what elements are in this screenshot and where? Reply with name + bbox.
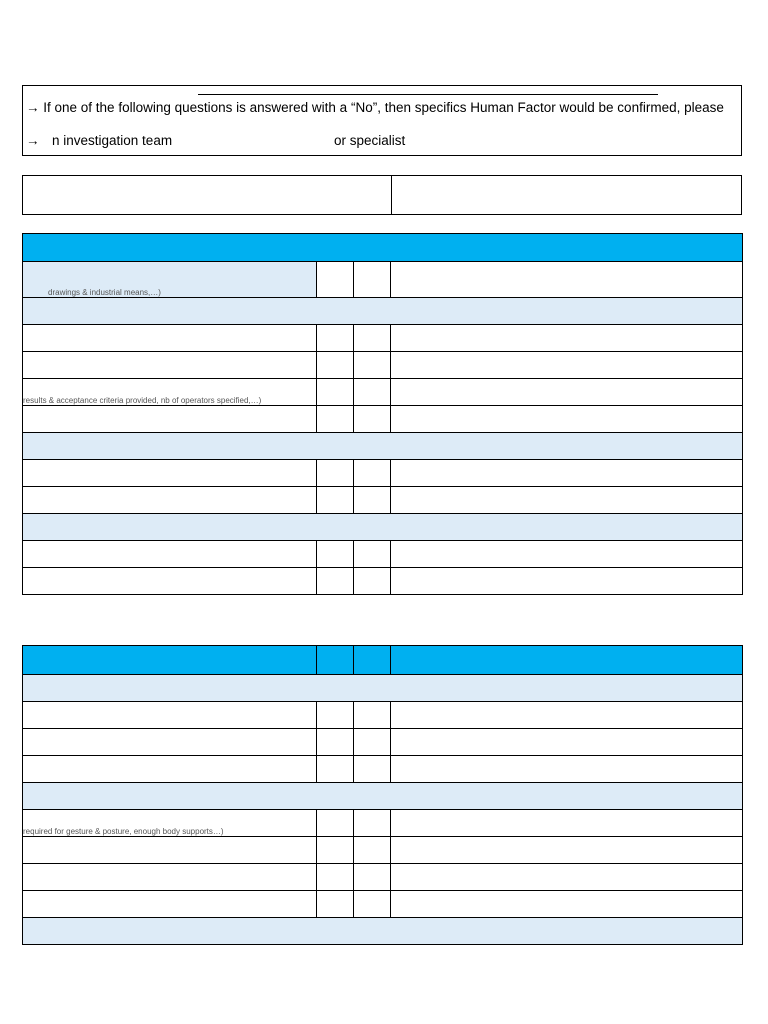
yes-cell[interactable] [317, 325, 354, 352]
section-header [23, 298, 743, 325]
comment-cell[interactable] [391, 729, 743, 756]
question-cell [23, 729, 317, 756]
table-row [23, 756, 743, 783]
question-cell [23, 568, 317, 595]
question-cell [23, 487, 317, 514]
yes-cell[interactable] [317, 541, 354, 568]
identification-divider [391, 176, 392, 214]
comment-cell[interactable] [391, 810, 743, 837]
question-cell [23, 352, 317, 379]
question-cell [23, 702, 317, 729]
no-cell[interactable] [354, 406, 391, 433]
yes-cell[interactable] [317, 837, 354, 864]
yes-cell[interactable] [317, 262, 354, 298]
section-header [23, 514, 743, 541]
yes-cell[interactable] [317, 702, 354, 729]
title-underline [198, 94, 658, 95]
no-cell[interactable] [354, 837, 391, 864]
yes-cell[interactable] [317, 756, 354, 783]
header-no-cell [354, 646, 391, 675]
checklist-table-2 [22, 645, 743, 945]
table-row [23, 460, 743, 487]
comment-cell[interactable] [391, 379, 743, 406]
no-cell[interactable] [354, 729, 391, 756]
yes-cell[interactable] [317, 460, 354, 487]
table-row [23, 864, 743, 891]
comment-cell[interactable] [391, 325, 743, 352]
instruction-line-1 [26, 100, 724, 115]
table-row [23, 702, 743, 729]
arrow-right-icon: → [26, 133, 40, 148]
instruction-text-2-right: or specialist [334, 133, 406, 148]
no-cell[interactable] [354, 568, 391, 595]
yes-cell[interactable] [317, 568, 354, 595]
instruction-line-2 [26, 133, 40, 148]
comment-cell[interactable] [391, 406, 743, 433]
table-row [23, 406, 743, 433]
question-cell [23, 891, 317, 918]
comment-cell[interactable] [391, 352, 743, 379]
question-cell: results & acceptance criteria provided, nb of operators specified,…) [23, 379, 317, 406]
section-header [23, 675, 743, 702]
question-cell: drawings & industrial means,…) [23, 262, 317, 298]
table-row [23, 541, 743, 568]
table-row [23, 352, 743, 379]
table-header [23, 234, 743, 262]
question-cell [23, 406, 317, 433]
table-row [23, 568, 743, 595]
section-header [23, 783, 743, 810]
no-cell[interactable] [354, 352, 391, 379]
comment-cell[interactable] [391, 262, 743, 298]
question-cell: required for gesture & posture, enough body supports…) [23, 810, 317, 837]
comment-cell[interactable] [391, 460, 743, 487]
comment-cell[interactable] [391, 891, 743, 918]
table-row [23, 891, 743, 918]
question-cell [23, 837, 317, 864]
question-cell [23, 460, 317, 487]
comment-cell[interactable] [391, 756, 743, 783]
comment-cell[interactable] [391, 837, 743, 864]
no-cell[interactable] [354, 379, 391, 406]
yes-cell[interactable] [317, 891, 354, 918]
yes-cell[interactable] [317, 864, 354, 891]
yes-cell[interactable] [317, 487, 354, 514]
no-cell[interactable] [354, 810, 391, 837]
question-cell [23, 325, 317, 352]
header-comment-cell [391, 646, 743, 675]
instruction-text-2-left: n investigation team [52, 133, 173, 148]
question-cell [23, 756, 317, 783]
no-cell[interactable] [354, 541, 391, 568]
no-cell[interactable] [354, 262, 391, 298]
instruction-box [22, 85, 742, 156]
yes-cell[interactable] [317, 810, 354, 837]
table-row [23, 379, 743, 406]
header-yes-cell [317, 646, 354, 675]
no-cell[interactable] [354, 702, 391, 729]
table-row [23, 837, 743, 864]
table-row [23, 729, 743, 756]
comment-cell[interactable] [391, 864, 743, 891]
identification-box [22, 175, 742, 215]
question-cell [23, 541, 317, 568]
table-row [23, 325, 743, 352]
table-row [23, 262, 743, 298]
yes-cell[interactable] [317, 352, 354, 379]
section-header [23, 918, 743, 945]
no-cell[interactable] [354, 325, 391, 352]
question-cell [23, 864, 317, 891]
arrow-right-icon: → [26, 100, 40, 115]
checklist-table-1 [22, 233, 743, 595]
instruction-text-1: If one of the following questions is answered with a “No”, then specifics Human Factor would be confirmed, please [43, 100, 724, 115]
yes-cell[interactable] [317, 406, 354, 433]
comment-cell[interactable] [391, 568, 743, 595]
no-cell[interactable] [354, 487, 391, 514]
table-header-row [23, 646, 743, 675]
table-row [23, 487, 743, 514]
section-header [23, 433, 743, 460]
comment-cell[interactable] [391, 541, 743, 568]
comment-cell[interactable] [391, 702, 743, 729]
yes-cell[interactable] [317, 729, 354, 756]
no-cell[interactable] [354, 864, 391, 891]
comment-cell[interactable] [391, 487, 743, 514]
no-cell[interactable] [354, 891, 391, 918]
table-row [23, 810, 743, 837]
yes-cell[interactable] [317, 379, 354, 406]
no-cell[interactable] [354, 756, 391, 783]
header-question-cell [23, 646, 317, 675]
no-cell[interactable] [354, 460, 391, 487]
